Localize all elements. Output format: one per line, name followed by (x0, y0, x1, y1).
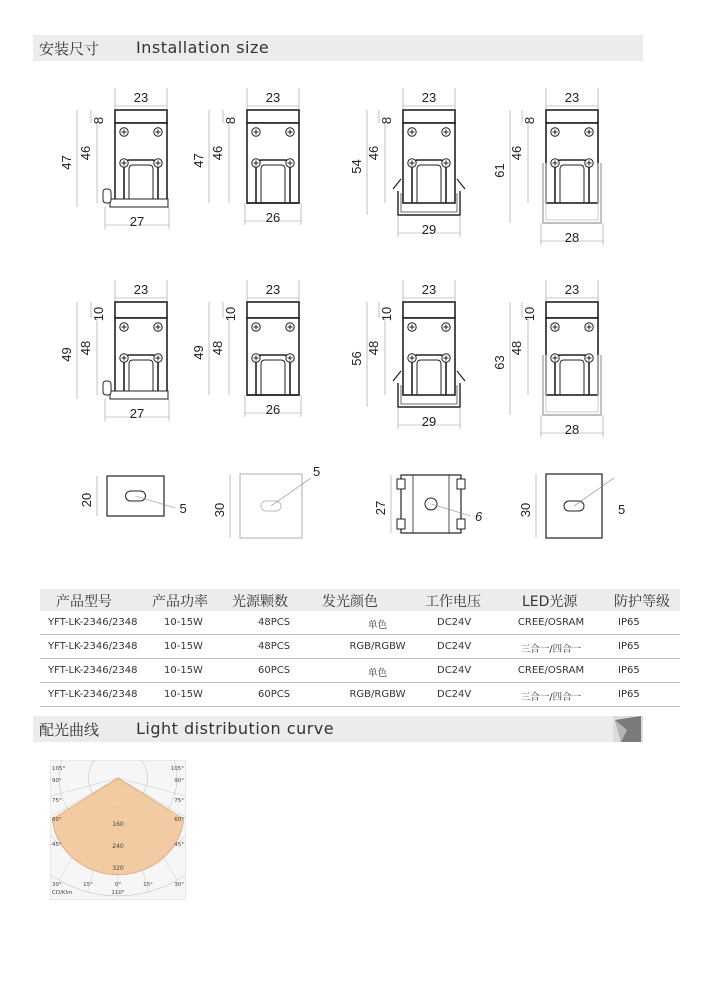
dim-total-height: 63 (492, 355, 507, 370)
dim-base-width: 27 (129, 214, 145, 229)
dim-base-width: 26 (265, 402, 281, 417)
cell-led-count: 48PCS (258, 641, 291, 652)
spring-clip (457, 371, 465, 381)
fixture-cap (546, 110, 598, 123)
clip-hole-dim: 5 (179, 501, 187, 516)
header-color: 发光颜色 (322, 594, 378, 610)
cell-model: YFT-LK-2346/2348 (48, 689, 138, 700)
angle-label-left: 60° (52, 817, 62, 823)
cell-ip-rating: IP65 (618, 641, 640, 652)
installation-size-header (33, 35, 643, 61)
clip-hole-dim: 5 (618, 502, 626, 517)
radial-value-label: 240 (112, 843, 124, 850)
spring-clip (393, 179, 401, 189)
light-distribution-header (33, 716, 643, 742)
angle-label-left: 90° (52, 778, 62, 784)
fixture-cap (403, 302, 455, 318)
angle-label-right: 105° (170, 766, 184, 772)
installation-title-en: Installation size (136, 38, 270, 57)
cell-color: RGB/RGBW (349, 641, 406, 652)
corner-logo-icon (613, 716, 643, 742)
fixture-drawing (191, 88, 301, 225)
curve-unit-label: CD/Klm (52, 890, 73, 896)
dim-body-height: 46 (509, 145, 524, 161)
radial-value-label: 320 (112, 865, 124, 872)
cell-color: RGB/RGBW (349, 689, 406, 700)
angle-label-left: 30° (52, 882, 62, 888)
fixture-cap (546, 302, 598, 318)
light-distribution-curve (50, 760, 186, 900)
dim-base-width: 29 (421, 222, 437, 237)
dim-base-width: 26 (265, 210, 281, 225)
clip-hole-dim: 6 (475, 509, 483, 524)
dim-top-width: 23 (421, 282, 437, 297)
spring-clip (393, 371, 401, 381)
beam-angle-label: 110° (111, 890, 125, 896)
dim-total-height: 49 (59, 347, 74, 362)
dim-body-height: 48 (78, 340, 93, 356)
cell-led-count: 48PCS (258, 617, 291, 628)
angle-label-right: 30° (174, 882, 184, 888)
header-model: 产品型号 (56, 594, 112, 610)
spec-table-header (40, 589, 680, 611)
clip-tab (397, 519, 405, 529)
angle-label-bottom: 15° (143, 882, 153, 888)
cell-power: 10-15W (164, 641, 203, 652)
angle-label-bottom: 15° (83, 882, 93, 888)
cell-led-count: 60PCS (258, 665, 291, 676)
mounting-clip (373, 475, 483, 533)
clip-height-dim: 20 (79, 492, 94, 508)
dim-top-width: 23 (265, 90, 281, 105)
cell-power: 10-15W (164, 689, 203, 700)
angle-label-right: 75° (174, 798, 184, 804)
header-led-count: 光源颗数 (232, 594, 288, 610)
dim-top-width: 23 (564, 90, 580, 105)
cell-led-source: CREE/OSRAM (517, 665, 585, 676)
dim-bracket-height: 10 (522, 306, 537, 322)
dim-bracket-height: 8 (91, 116, 106, 125)
cell-voltage: DC24V (437, 617, 472, 628)
cell-ip-rating: IP65 (618, 617, 640, 628)
header-led-source: LED光源 (522, 594, 578, 610)
installation-title-zh: 安装尺寸 (39, 40, 100, 58)
dim-body-height: 48 (210, 340, 225, 356)
dim-bracket-height: 8 (379, 116, 394, 125)
mounting-clip (79, 476, 187, 516)
dim-top-width: 23 (133, 90, 149, 105)
fixture-drawing (191, 280, 301, 417)
dim-base-width: 28 (564, 422, 580, 437)
cell-color: 单色 (367, 668, 387, 679)
light-title-en: Light distribution curve (136, 719, 335, 738)
fixture-cap (247, 110, 299, 123)
dim-body-height: 46 (366, 145, 381, 161)
fixture-drawing (59, 280, 169, 421)
cell-model: YFT-LK-2346/2348 (48, 641, 138, 652)
table-row (40, 635, 680, 659)
dim-top-width: 23 (421, 90, 437, 105)
dim-bracket-height: 8 (522, 116, 537, 125)
angle-label-left: 105° (52, 766, 66, 772)
installation-drawings (0, 70, 715, 540)
dim-total-height: 61 (492, 163, 507, 178)
dim-top-width: 23 (564, 282, 580, 297)
clip-tab (457, 519, 465, 529)
header-voltage: 工作电压 (425, 594, 481, 610)
header-power: 产品功率 (152, 594, 208, 610)
fixture-cap (115, 302, 167, 318)
fixture-drawing (59, 88, 169, 229)
table-row (40, 683, 680, 707)
fixture-cap (115, 110, 167, 123)
angle-label-left: 75° (52, 798, 62, 804)
light-title-zh: 配光曲线 (39, 721, 100, 739)
angle-label-right: 45° (174, 842, 184, 848)
header-ip-rating: 防护等级 (614, 594, 670, 610)
dim-total-height: 49 (191, 345, 206, 360)
dim-total-height: 47 (59, 155, 74, 170)
spring-clip (457, 179, 465, 189)
cell-led-source: 三合一/四合一 (520, 644, 582, 655)
dim-bracket-height: 10 (223, 306, 238, 322)
dim-body-height: 48 (509, 340, 524, 356)
mounting-clip (212, 464, 320, 538)
fixture-drawing (492, 280, 603, 437)
dim-body-height: 46 (78, 145, 93, 161)
dim-bracket-height: 8 (223, 116, 238, 125)
dim-base-width: 28 (564, 230, 580, 245)
cell-model: YFT-LK-2346/2348 (48, 665, 138, 676)
cell-model: YFT-LK-2346/2348 (48, 617, 138, 628)
angle-label-right: 60° (174, 817, 184, 823)
mount-base (110, 391, 168, 399)
cell-power: 10-15W (164, 617, 203, 628)
table-row (40, 659, 680, 683)
cell-voltage: DC24V (437, 665, 472, 676)
dim-total-height: 47 (191, 153, 206, 168)
cell-ip-rating: IP65 (618, 689, 640, 700)
fixture-drawing (349, 88, 465, 237)
clip-tab (397, 479, 405, 489)
clip-tab (457, 479, 465, 489)
fixture-cap (247, 302, 299, 318)
angle-label-bottom: 0° (114, 882, 122, 888)
dim-top-width: 23 (133, 282, 149, 297)
mount-knob (103, 189, 111, 203)
cell-power: 10-15W (164, 665, 203, 676)
dim-total-height: 56 (349, 351, 364, 366)
dim-body-height: 48 (366, 340, 381, 356)
radial-value-label: 160 (112, 821, 124, 828)
dim-base-width: 27 (129, 406, 145, 421)
mount-base (110, 199, 168, 207)
clip-hole-dim: 5 (313, 464, 321, 479)
angle-label-left: 45° (52, 842, 62, 848)
clip-height-dim: 30 (518, 502, 533, 518)
angle-label-right: 90° (174, 778, 184, 784)
clip-height-dim: 30 (212, 502, 227, 518)
cell-color: 单色 (367, 620, 387, 631)
dim-body-height: 46 (210, 145, 225, 161)
cell-voltage: DC24V (437, 641, 472, 652)
cell-ip-rating: IP65 (618, 665, 640, 676)
clip-height-dim: 27 (373, 500, 388, 516)
table-row (40, 611, 680, 635)
cell-led-count: 60PCS (258, 689, 291, 700)
cell-voltage: DC24V (437, 689, 472, 700)
fixture-cap (403, 110, 455, 123)
dim-top-width: 23 (265, 282, 281, 297)
cell-led-source: CREE/OSRAM (517, 617, 585, 628)
spec-table (40, 589, 680, 707)
dim-bracket-height: 10 (379, 306, 394, 322)
dim-base-width: 29 (421, 414, 437, 429)
fixture-drawing (492, 88, 603, 245)
dim-total-height: 54 (349, 159, 364, 174)
mounting-clip (518, 474, 625, 538)
mount-knob (103, 381, 111, 395)
fixture-drawing (349, 280, 465, 429)
cell-led-source: 三合一/四合一 (520, 692, 582, 703)
dim-bracket-height: 10 (91, 306, 106, 322)
